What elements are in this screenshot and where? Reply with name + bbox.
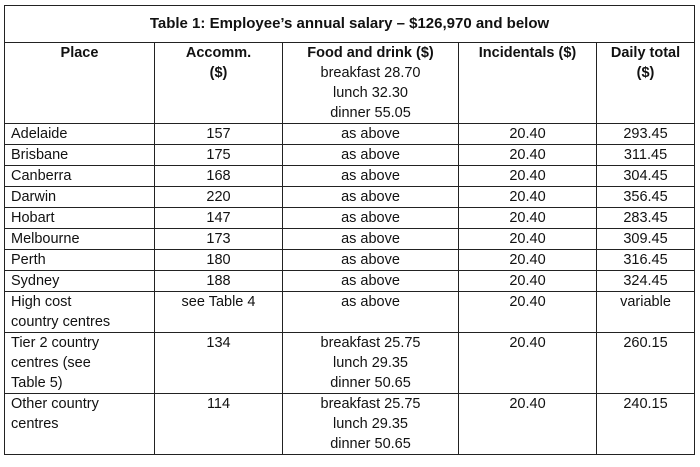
header-accomm <box>155 43 283 124</box>
table-row <box>5 333 695 394</box>
cell-incidentals: 20.40 <box>459 166 597 187</box>
header-food-breakfast: breakfast 28.70 <box>320 65 421 81</box>
cell-accomm: 175 <box>155 145 283 166</box>
cell-place: Perth <box>5 250 155 271</box>
header-daily-total-unit: ($) <box>636 65 655 81</box>
cell-accomm: 173 <box>155 229 283 250</box>
header-food <box>283 43 459 124</box>
header-place: Place <box>5 43 155 124</box>
header-daily-total <box>597 43 695 124</box>
salary-table-container <box>4 5 694 455</box>
cell-food: as above <box>283 187 459 208</box>
cell-accomm: 157 <box>155 124 283 145</box>
cell-accomm: 114 <box>155 394 283 455</box>
cell-total: 283.45 <box>597 208 695 229</box>
cell-place-line: High cost <box>11 294 72 310</box>
salary-table <box>4 5 695 455</box>
cell-accomm: 134 <box>155 333 283 394</box>
cell-accomm: 220 <box>155 187 283 208</box>
cell-total: 311.45 <box>597 145 695 166</box>
table-row <box>5 394 695 455</box>
table-row <box>5 166 695 187</box>
cell-accomm: 147 <box>155 208 283 229</box>
cell-incidentals: 20.40 <box>459 333 597 394</box>
cell-place: Darwin <box>5 187 155 208</box>
cell-place-line: Other country <box>11 396 99 412</box>
cell-food: as above <box>283 124 459 145</box>
cell-total: 304.45 <box>597 166 695 187</box>
cell-place: Canberra <box>5 166 155 187</box>
cell-place <box>5 394 155 455</box>
cell-total: 260.15 <box>597 333 695 394</box>
table-row <box>5 187 695 208</box>
cell-place: Melbourne <box>5 229 155 250</box>
table-row <box>5 250 695 271</box>
cell-place: Brisbane <box>5 145 155 166</box>
cell-place-line: centres <box>11 416 59 432</box>
cell-place-line: Table 5) <box>11 375 63 391</box>
cell-total: 356.45 <box>597 187 695 208</box>
cell-place-line: Tier 2 country <box>11 335 100 351</box>
cell-food-breakfast: breakfast 25.75 <box>320 335 421 351</box>
cell-food: as above <box>283 250 459 271</box>
header-food-lunch: lunch 32.30 <box>333 85 408 101</box>
cell-accomm: see Table 4 <box>155 292 283 333</box>
header-food-dinner: dinner 55.05 <box>330 105 411 121</box>
table-row <box>5 124 695 145</box>
cell-incidentals: 20.40 <box>459 208 597 229</box>
cell-food <box>283 394 459 455</box>
cell-total: 293.45 <box>597 124 695 145</box>
cell-food: as above <box>283 229 459 250</box>
cell-incidentals: 20.40 <box>459 250 597 271</box>
cell-place: Hobart <box>5 208 155 229</box>
table-row <box>5 271 695 292</box>
cell-food: as above <box>283 271 459 292</box>
cell-incidentals: 20.40 <box>459 187 597 208</box>
cell-food: as above <box>283 166 459 187</box>
table-row <box>5 208 695 229</box>
cell-food <box>283 333 459 394</box>
cell-food-breakfast: breakfast 25.75 <box>320 396 421 412</box>
header-daily-total-line: Daily total <box>610 45 681 61</box>
cell-incidentals: 20.40 <box>459 394 597 455</box>
header-food-title: Food and drink ($) <box>307 45 434 61</box>
cell-food-lunch: lunch 29.35 <box>333 416 408 432</box>
cell-food-dinner: dinner 50.65 <box>330 375 411 391</box>
cell-total: 324.45 <box>597 271 695 292</box>
cell-total: variable <box>597 292 695 333</box>
cell-place: Sydney <box>5 271 155 292</box>
cell-accomm: 180 <box>155 250 283 271</box>
table-title-row <box>5 6 695 43</box>
cell-total: 309.45 <box>597 229 695 250</box>
table-title: Table 1: Employee’s annual salary – $126,970 and below <box>5 6 695 43</box>
cell-place <box>5 333 155 394</box>
cell-incidentals: 20.40 <box>459 145 597 166</box>
cell-incidentals: 20.40 <box>459 292 597 333</box>
cell-food: as above <box>283 292 459 333</box>
cell-incidentals: 20.40 <box>459 124 597 145</box>
cell-accomm: 168 <box>155 166 283 187</box>
header-incidentals: Incidentals ($) <box>459 43 597 124</box>
table-row <box>5 229 695 250</box>
cell-food: as above <box>283 208 459 229</box>
cell-place-line: centres (see <box>11 355 91 371</box>
cell-place: Adelaide <box>5 124 155 145</box>
cell-food-dinner: dinner 50.65 <box>330 436 411 452</box>
cell-total: 316.45 <box>597 250 695 271</box>
cell-total: 240.15 <box>597 394 695 455</box>
cell-incidentals: 20.40 <box>459 271 597 292</box>
cell-incidentals: 20.40 <box>459 229 597 250</box>
header-accomm-line: Accomm. <box>185 45 252 61</box>
table-row <box>5 145 695 166</box>
cell-food-lunch: lunch 29.35 <box>333 355 408 371</box>
table-header-row <box>5 43 695 124</box>
cell-accomm: 188 <box>155 271 283 292</box>
table-row <box>5 292 695 333</box>
cell-place-line: country centres <box>11 314 111 330</box>
cell-food: as above <box>283 145 459 166</box>
cell-place <box>5 292 155 333</box>
header-accomm-unit: ($) <box>209 65 228 81</box>
